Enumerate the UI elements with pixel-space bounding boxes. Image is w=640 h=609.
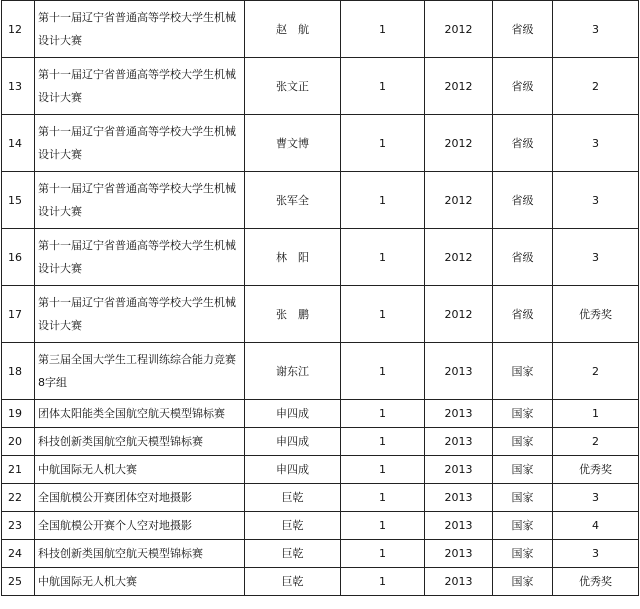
cell-competition <box>35 456 245 484</box>
cell-result: 3 <box>553 1 639 58</box>
cell-result: 优秀奖 <box>553 456 639 484</box>
cell-count: 1 <box>341 1 425 58</box>
cell-index: 21 <box>2 456 35 484</box>
cell-level: 省级 <box>493 229 553 286</box>
cell-count: 1 <box>341 540 425 568</box>
cell-person: 巨乾 <box>245 484 341 512</box>
table-row <box>2 229 639 286</box>
table-row <box>2 58 639 115</box>
cell-competition <box>35 568 245 596</box>
cell-year: 2012 <box>425 58 493 115</box>
cell-level: 国家 <box>493 484 553 512</box>
table-row <box>2 1 639 58</box>
cell-count: 1 <box>341 512 425 540</box>
cell-result: 4 <box>553 512 639 540</box>
competition-name-line: 第三届全国大学生工程训练综合能力竞赛 <box>38 353 236 366</box>
cell-competition <box>35 1 245 58</box>
cell-index: 15 <box>2 172 35 229</box>
cell-year: 2013 <box>425 512 493 540</box>
cell-competition <box>35 115 245 172</box>
cell-level: 省级 <box>493 172 553 229</box>
cell-year: 2012 <box>425 229 493 286</box>
cell-index: 19 <box>2 400 35 428</box>
cell-index: 25 <box>2 568 35 596</box>
cell-result: 2 <box>553 343 639 400</box>
cell-result: 1 <box>553 400 639 428</box>
cell-year: 2012 <box>425 286 493 343</box>
cell-level: 省级 <box>493 115 553 172</box>
cell-result: 3 <box>553 484 639 512</box>
cell-count: 1 <box>341 456 425 484</box>
table-row <box>2 512 639 540</box>
cell-person: 申四成 <box>245 400 341 428</box>
cell-level: 国家 <box>493 343 553 400</box>
cell-count: 1 <box>341 484 425 512</box>
cell-person: 张军全 <box>245 172 341 229</box>
cell-index: 20 <box>2 428 35 456</box>
cell-count: 1 <box>341 428 425 456</box>
cell-index: 24 <box>2 540 35 568</box>
cell-count: 1 <box>341 172 425 229</box>
table-row <box>2 540 639 568</box>
cell-level: 省级 <box>493 58 553 115</box>
cell-person: 巨乾 <box>245 512 341 540</box>
cell-level: 省级 <box>493 286 553 343</box>
cell-person: 曹文博 <box>245 115 341 172</box>
cell-count: 1 <box>341 400 425 428</box>
cell-count: 1 <box>341 229 425 286</box>
cell-result: 3 <box>553 115 639 172</box>
cell-count: 1 <box>341 343 425 400</box>
competition-name-line: 第十一届辽宁省普通高等学校大学生机械 <box>38 182 236 195</box>
competition-name-line: 中航国际无人机大赛 <box>38 575 137 588</box>
table-row <box>2 400 639 428</box>
cell-competition <box>35 286 245 343</box>
table-row <box>2 568 639 596</box>
cell-count: 1 <box>341 568 425 596</box>
cell-index: 23 <box>2 512 35 540</box>
cell-level: 国家 <box>493 400 553 428</box>
competition-name-line: 8字组 <box>38 376 67 389</box>
cell-level: 国家 <box>493 428 553 456</box>
cell-year: 2013 <box>425 540 493 568</box>
cell-competition <box>35 229 245 286</box>
competition-name-line: 全国航模公开赛个人空对地摄影 <box>38 519 192 532</box>
cell-person: 申四成 <box>245 456 341 484</box>
cell-result: 优秀奖 <box>553 568 639 596</box>
table-row <box>2 286 639 343</box>
cell-competition <box>35 484 245 512</box>
cell-count: 1 <box>341 286 425 343</box>
cell-level: 国家 <box>493 512 553 540</box>
cell-person: 申四成 <box>245 428 341 456</box>
cell-person: 谢东江 <box>245 343 341 400</box>
table-row <box>2 115 639 172</box>
awards-table <box>1 0 639 596</box>
cell-result: 3 <box>553 540 639 568</box>
cell-year: 2012 <box>425 172 493 229</box>
cell-result: 2 <box>553 58 639 115</box>
competition-name-line: 第十一届辽宁省普通高等学校大学生机械 <box>38 68 236 81</box>
competition-name-line: 中航国际无人机大赛 <box>38 463 137 476</box>
competition-name-line: 设计大赛 <box>38 319 82 332</box>
cell-year: 2013 <box>425 568 493 596</box>
competition-name-line: 全国航模公开赛团体空对地摄影 <box>38 491 192 504</box>
cell-index: 18 <box>2 343 35 400</box>
competition-name-line: 设计大赛 <box>38 262 82 275</box>
cell-competition <box>35 58 245 115</box>
cell-index: 17 <box>2 286 35 343</box>
cell-year: 2012 <box>425 115 493 172</box>
competition-name-line: 设计大赛 <box>38 91 82 104</box>
cell-level: 省级 <box>493 1 553 58</box>
cell-competition <box>35 512 245 540</box>
cell-year: 2013 <box>425 484 493 512</box>
cell-level: 国家 <box>493 540 553 568</box>
competition-name-line: 科技创新类国航空航天模型锦标赛 <box>38 435 203 448</box>
cell-year: 2013 <box>425 456 493 484</box>
table-body <box>2 1 639 596</box>
cell-level: 国家 <box>493 568 553 596</box>
cell-index: 14 <box>2 115 35 172</box>
competition-name-line: 设计大赛 <box>38 205 82 218</box>
cell-person: 林 阳 <box>245 229 341 286</box>
table-row <box>2 484 639 512</box>
cell-person: 赵 航 <box>245 1 341 58</box>
table-row <box>2 172 639 229</box>
competition-name-line: 第十一届辽宁省普通高等学校大学生机械 <box>38 239 236 252</box>
competition-name-line: 设计大赛 <box>38 148 82 161</box>
cell-index: 13 <box>2 58 35 115</box>
cell-index: 12 <box>2 1 35 58</box>
cell-count: 1 <box>341 58 425 115</box>
competition-name-line: 团体太阳能类全国航空航天模型锦标赛 <box>38 407 225 420</box>
competition-name-line: 第十一届辽宁省普通高等学校大学生机械 <box>38 296 236 309</box>
cell-person: 巨乾 <box>245 568 341 596</box>
cell-year: 2012 <box>425 1 493 58</box>
table-row <box>2 343 639 400</box>
cell-result: 优秀奖 <box>553 286 639 343</box>
competition-name-line: 第十一届辽宁省普通高等学校大学生机械 <box>38 125 236 138</box>
cell-count: 1 <box>341 115 425 172</box>
cell-index: 16 <box>2 229 35 286</box>
cell-year: 2013 <box>425 343 493 400</box>
competition-name-line: 第十一届辽宁省普通高等学校大学生机械 <box>38 11 236 24</box>
cell-level: 国家 <box>493 456 553 484</box>
cell-competition <box>35 428 245 456</box>
cell-year: 2013 <box>425 400 493 428</box>
cell-year: 2013 <box>425 428 493 456</box>
cell-competition <box>35 400 245 428</box>
cell-person: 张 鹏 <box>245 286 341 343</box>
cell-competition <box>35 343 245 400</box>
cell-result: 3 <box>553 172 639 229</box>
competition-name-line: 设计大赛 <box>38 34 82 47</box>
competition-name-line: 科技创新类国航空航天模型锦标赛 <box>38 547 203 560</box>
cell-person: 巨乾 <box>245 540 341 568</box>
cell-result: 2 <box>553 428 639 456</box>
cell-index: 22 <box>2 484 35 512</box>
cell-person: 张文正 <box>245 58 341 115</box>
table-row <box>2 428 639 456</box>
cell-result: 3 <box>553 229 639 286</box>
cell-competition <box>35 172 245 229</box>
table-row <box>2 456 639 484</box>
cell-competition <box>35 540 245 568</box>
